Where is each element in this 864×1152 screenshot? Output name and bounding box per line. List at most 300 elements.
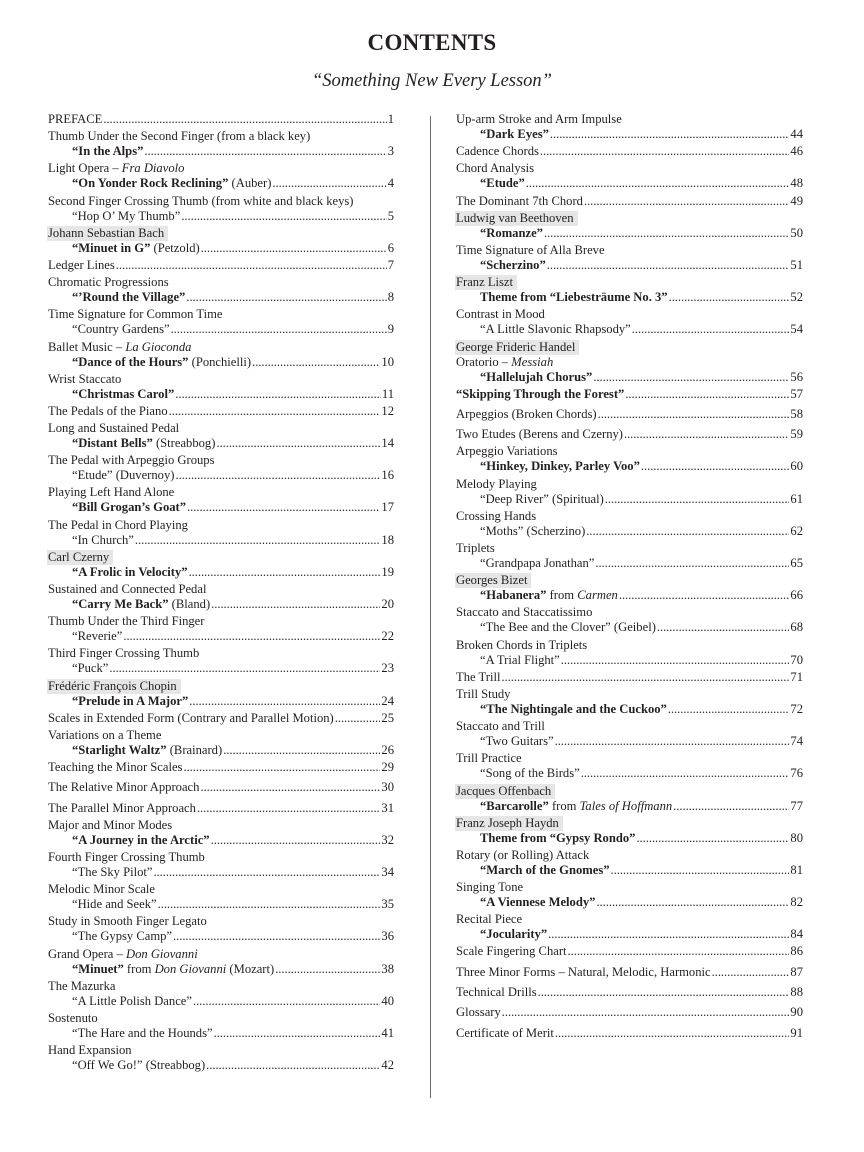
- entry-title: The Pedal in Chord Playing: [48, 517, 188, 532]
- toc-entry[interactable]: [48, 979, 394, 1009]
- section-heading: [48, 453, 394, 468]
- toc-entry[interactable]: [456, 541, 803, 571]
- entry-text: [48, 1043, 132, 1057]
- entry-text: [72, 241, 200, 256]
- entry-text: [48, 1011, 98, 1025]
- dot-leader: [581, 766, 790, 781]
- entry-text: [48, 226, 168, 240]
- toc-entry[interactable]: [48, 1043, 394, 1073]
- entry-title: Fourth Finger Crossing Thumb: [48, 850, 205, 865]
- entry-text: [456, 161, 534, 175]
- toc-entry[interactable]: [48, 453, 394, 483]
- page-number: 87: [790, 964, 803, 979]
- toc-entry[interactable]: [456, 816, 803, 846]
- page-number: 66: [790, 588, 803, 603]
- toc-entry[interactable]: [48, 485, 394, 515]
- entry-title: “Country Gardens”: [72, 322, 170, 337]
- dot-leader: [216, 436, 380, 451]
- entry-suffix: from: [546, 588, 578, 603]
- dot-leader: [116, 258, 387, 273]
- entry-title: Time Signature of Alla Breve: [456, 242, 605, 257]
- entry-title: “A Little Slavonic Rhapsody”: [480, 322, 631, 337]
- entry-text: [48, 818, 172, 832]
- section-heading: [48, 372, 394, 387]
- toc-line: [48, 833, 394, 848]
- section-heading: [48, 818, 394, 833]
- entry-text: [48, 728, 161, 742]
- entry-title: Scales in Extended Form (Contrary and Parallel Motion): [48, 710, 334, 725]
- section-heading: [48, 226, 394, 241]
- toc-line: [456, 144, 803, 159]
- toc-line: [456, 620, 803, 635]
- dot-leader: [187, 500, 380, 515]
- piece-title: “Dark Eyes”: [480, 127, 549, 141]
- page-number: 22: [381, 629, 394, 644]
- toc-line: [456, 226, 803, 241]
- toc-entry[interactable]: [456, 638, 803, 668]
- entry-title: Thumb Under the Second Finger (from a black key): [48, 129, 311, 144]
- toc-entry[interactable]: [456, 1005, 803, 1020]
- toc-entry[interactable]: [456, 340, 803, 385]
- toc-entry[interactable]: [456, 848, 803, 878]
- entry-text: [72, 387, 174, 402]
- piece-title: “Scherzino”: [480, 257, 546, 272]
- entry-text: [48, 453, 215, 467]
- entry-title: Rotary (or Rolling) Attack: [456, 847, 590, 862]
- entry-text: [456, 427, 623, 442]
- entry-title: Study in Smooth Finger Legato: [48, 914, 207, 929]
- entry-suffix: (Auber): [228, 176, 272, 191]
- dot-leader: [561, 653, 790, 668]
- page-number: 42: [381, 1058, 394, 1073]
- composer-name: George Frideric Handel: [455, 340, 579, 355]
- work-title-italic: Tales of Hoffmann: [579, 798, 673, 813]
- section-heading: [456, 355, 803, 370]
- section-heading: [48, 485, 394, 500]
- toc-entry[interactable]: [456, 944, 803, 959]
- toc-entry[interactable]: [48, 518, 394, 548]
- page-number: 51: [790, 257, 803, 272]
- toc-entry[interactable]: [456, 444, 803, 474]
- toc-entry[interactable]: [48, 372, 394, 402]
- dot-leader: [252, 355, 380, 370]
- page-number: 86: [790, 944, 803, 959]
- entry-text: [48, 112, 102, 127]
- page-number: 16: [381, 468, 394, 483]
- entry-title: “A Trial Flight”: [480, 652, 560, 667]
- entry-text: [456, 719, 545, 733]
- entry-text: [480, 799, 672, 814]
- toc-entry[interactable]: [456, 687, 803, 717]
- toc-entry[interactable]: [456, 605, 803, 635]
- piece-title: “Starlight Waltz”: [72, 742, 167, 757]
- toc-line: [48, 500, 394, 515]
- toc-line: [48, 962, 394, 977]
- entry-text: [456, 340, 579, 354]
- composer-name: Jacques Offenbach: [455, 784, 555, 799]
- entry-title: Arpeggio Variations: [456, 444, 558, 459]
- page-number: 46: [790, 144, 803, 159]
- entry-title: Three Minor Forms – Natural, Melodic, Harmonic: [456, 964, 711, 979]
- entry-text: [480, 927, 547, 942]
- dot-leader: [619, 588, 790, 603]
- dot-leader: [624, 427, 789, 442]
- dot-leader: [548, 927, 789, 942]
- entry-text: [48, 550, 113, 564]
- toc-line: [48, 533, 394, 548]
- entry-title: Third Finger Crossing Thumb: [48, 646, 200, 661]
- toc-entry[interactable]: [456, 211, 803, 241]
- page-subtitle: “Something New Every Lesson”: [312, 71, 552, 91]
- dot-leader: [586, 524, 789, 539]
- section-heading: [456, 687, 803, 702]
- toc-entry[interactable]: [456, 719, 803, 749]
- toc-line: [456, 985, 803, 1000]
- toc-line: [48, 404, 394, 419]
- entry-title: “A Little Polish Dance”: [72, 993, 192, 1008]
- section-heading: [48, 1011, 394, 1026]
- page-number: 72: [790, 701, 803, 716]
- toc-line: [456, 863, 803, 878]
- dot-leader: [275, 962, 380, 977]
- entry-text: [72, 629, 122, 644]
- piece-title: “In the Alps”: [72, 144, 144, 159]
- page-number: 58: [790, 406, 803, 421]
- toc-entry[interactable]: [48, 161, 394, 191]
- toc-line: [48, 929, 394, 944]
- toc-line: [456, 322, 803, 337]
- page-number: 31: [381, 800, 394, 815]
- toc-entry[interactable]: [48, 582, 394, 612]
- entry-text: [48, 194, 353, 208]
- entry-text: [480, 863, 610, 878]
- entry-text: [48, 947, 198, 961]
- toc-entry[interactable]: [48, 850, 394, 880]
- toc-entry[interactable]: [456, 161, 803, 191]
- toc-entry[interactable]: [456, 243, 803, 273]
- page-number: 90: [790, 1005, 803, 1020]
- dot-leader: [186, 290, 386, 305]
- page-number: 71: [790, 669, 803, 684]
- toc-entry[interactable]: [456, 509, 803, 539]
- entry-title: Ballet Music –: [48, 339, 126, 354]
- entry-title: Major and Minor Modes: [48, 817, 173, 832]
- entry-text: [456, 944, 567, 959]
- toc-entry[interactable]: [48, 760, 394, 775]
- toc-entry[interactable]: [48, 818, 394, 848]
- entry-title: Ledger Lines: [48, 257, 115, 272]
- entry-title: The Dominant 7th Chord: [456, 193, 583, 208]
- dot-leader: [181, 209, 386, 224]
- page-number: 36: [381, 929, 394, 944]
- entry-text: [456, 541, 495, 555]
- entry-text: [480, 226, 543, 241]
- toc-entry[interactable]: [456, 427, 803, 442]
- entry-text: [456, 194, 583, 209]
- entry-title: Sustained and Connected Pedal: [48, 582, 207, 596]
- dot-leader: [568, 944, 790, 959]
- entry-text: [48, 646, 199, 660]
- toc-entry[interactable]: [456, 407, 803, 422]
- dot-leader: [211, 597, 380, 612]
- entry-text: [456, 509, 536, 523]
- toc-entry[interactable]: [456, 670, 803, 685]
- entry-title: “Puck”: [72, 661, 109, 676]
- toc-entry[interactable]: [456, 573, 803, 603]
- toc-entry[interactable]: [48, 404, 394, 419]
- entry-title: “Reverie”: [72, 629, 123, 644]
- toc-entry[interactable]: [456, 1026, 803, 1041]
- piece-title: “Etude”: [480, 176, 525, 191]
- toc-line: [48, 468, 394, 483]
- section-heading: [48, 728, 394, 743]
- page-number: 50: [790, 225, 803, 240]
- entry-text: [48, 711, 334, 726]
- entry-text: [456, 784, 555, 798]
- entry-text: [72, 1026, 213, 1041]
- entry-text: [72, 897, 157, 912]
- work-title-italic: Don Giovanni: [125, 946, 198, 961]
- toc-line: [456, 944, 803, 959]
- entry-title: Two Etudes (Berens and Czerny): [456, 427, 623, 442]
- piece-title: “March of the Gnomes”: [480, 862, 610, 877]
- toc-entry[interactable]: [48, 307, 394, 337]
- dot-leader: [669, 290, 790, 305]
- toc-entry[interactable]: [456, 985, 803, 1000]
- page-number: 26: [381, 742, 394, 757]
- toc-entry[interactable]: [48, 780, 394, 795]
- entry-suffix: from: [123, 961, 155, 976]
- entry-suffix: from: [548, 798, 580, 813]
- section-heading: [48, 882, 394, 897]
- toc-line: [48, 176, 394, 191]
- entry-text: [48, 882, 155, 896]
- entry-text: [72, 833, 210, 848]
- toc-line: [48, 258, 394, 273]
- page-number: 91: [790, 1025, 803, 1040]
- toc-entry[interactable]: [456, 307, 803, 337]
- section-heading: [48, 582, 394, 597]
- composer-name: Ludwig van Beethoven: [455, 211, 578, 226]
- dot-leader: [501, 670, 789, 685]
- dot-leader: [211, 833, 381, 848]
- entry-title: “Deep River” (Spiritual): [480, 491, 604, 506]
- entry-text: [480, 588, 618, 603]
- piece-title: “A Journey in the Arctic”: [72, 832, 210, 847]
- entry-text: [456, 1026, 554, 1041]
- toc-entry[interactable]: [48, 112, 394, 127]
- toc-line: [48, 694, 394, 709]
- toc-entry[interactable]: [456, 112, 803, 142]
- composer-name: Frédéric François Chopin: [47, 679, 181, 694]
- section-heading: [48, 421, 394, 436]
- work-title-italic: Carmen: [577, 588, 618, 603]
- piece-title: “Hallelujah Chorus”: [480, 369, 593, 384]
- toc-entry[interactable]: [48, 421, 394, 451]
- entry-title: “The Gypsy Camp”: [72, 929, 173, 944]
- dot-leader: [596, 895, 789, 910]
- toc-entry[interactable]: [48, 711, 394, 726]
- page-number: 32: [381, 832, 394, 847]
- entry-text: [72, 176, 271, 191]
- toc-entry[interactable]: [48, 550, 394, 580]
- page-number: 29: [381, 760, 394, 775]
- dot-leader: [595, 556, 789, 571]
- dot-leader: [636, 831, 789, 846]
- page-number: 4: [387, 176, 394, 191]
- entry-text: [456, 638, 587, 652]
- entry-title: Glossary: [456, 1005, 501, 1020]
- toc-line: [456, 1005, 803, 1020]
- page-number: 49: [790, 193, 803, 208]
- toc-entry[interactable]: [48, 914, 394, 944]
- entry-text: [48, 614, 204, 628]
- section-heading: [456, 880, 803, 895]
- toc-entry[interactable]: [48, 679, 394, 709]
- toc-entry[interactable]: [48, 801, 394, 816]
- entry-text: [456, 112, 622, 126]
- toc-line: [48, 743, 394, 758]
- section-heading: [456, 638, 803, 653]
- toc-entry[interactable]: [456, 751, 803, 781]
- toc-entry[interactable]: [456, 387, 803, 402]
- toc-line: [48, 290, 394, 305]
- page-number: 12: [381, 403, 394, 418]
- page-number: 52: [790, 290, 803, 305]
- dot-leader: [544, 226, 789, 241]
- page-number: 80: [790, 830, 803, 845]
- section-heading: [48, 518, 394, 533]
- entry-suffix: (Petzold): [150, 240, 200, 255]
- entry-text: [72, 1058, 205, 1073]
- entry-text: [48, 850, 205, 864]
- dot-leader: [197, 801, 380, 816]
- entry-title: “Moths” (Scherzino): [480, 523, 586, 538]
- toc-entry[interactable]: [48, 340, 394, 370]
- entry-text: [72, 500, 186, 515]
- dot-leader: [193, 994, 380, 1009]
- dot-leader: [175, 468, 380, 483]
- entry-text: [456, 144, 539, 159]
- section-heading: [48, 679, 394, 694]
- entry-title: Cadence Chords: [456, 144, 539, 159]
- toc-entry[interactable]: [48, 728, 394, 758]
- section-heading: [456, 444, 803, 459]
- toc-line: [456, 702, 803, 717]
- page-number: 61: [790, 491, 803, 506]
- page-number: 30: [381, 780, 394, 795]
- toc-entry[interactable]: [456, 784, 803, 814]
- toc-line: [456, 492, 803, 507]
- page-number: 70: [790, 652, 803, 667]
- page-number: 57: [790, 386, 803, 401]
- toc-line: [48, 565, 394, 580]
- dot-leader: [335, 711, 381, 726]
- composer-name: Franz Liszt: [455, 275, 517, 290]
- piece-title: “Carry Me Back”: [72, 597, 169, 611]
- section-heading: [456, 161, 803, 176]
- entry-text: [456, 912, 522, 926]
- entry-text: [72, 533, 134, 548]
- toc-entry[interactable]: [456, 477, 803, 507]
- entry-text: [72, 144, 143, 159]
- toc-line: [48, 897, 394, 912]
- toc-entry[interactable]: [48, 226, 394, 256]
- toc-entry[interactable]: [456, 965, 803, 980]
- page-number: 34: [381, 865, 394, 880]
- entry-text: [48, 760, 182, 775]
- entry-text: [456, 477, 537, 491]
- toc-entry[interactable]: [48, 275, 394, 305]
- entry-title: The Relative Minor Approach: [48, 780, 200, 795]
- entry-title: “Grandpapa Jonathan”: [480, 556, 595, 571]
- toc-entry[interactable]: [48, 194, 394, 224]
- entry-text: [72, 355, 251, 370]
- toc-entry[interactable]: [456, 912, 803, 942]
- toc-entry[interactable]: [48, 1011, 394, 1041]
- piece-title: “Romanze”: [480, 225, 543, 240]
- entry-title: The Mazurka: [48, 978, 116, 993]
- entry-text: [480, 492, 604, 507]
- piece-title: “Distant Bells”: [72, 436, 153, 451]
- entry-title: Second Finger Crossing Thumb (from white and black keys): [48, 193, 354, 208]
- toc-entry[interactable]: [48, 129, 394, 159]
- page-number: 25: [381, 710, 394, 725]
- piece-title: Theme from “Liebesträume No. 3”: [480, 290, 668, 305]
- toc-entry[interactable]: [48, 258, 394, 273]
- entry-title: “The Bee and the Clover” (Geibel): [480, 620, 656, 635]
- toc-entry[interactable]: [456, 880, 803, 910]
- toc-line: [456, 194, 803, 209]
- toc-line: [456, 387, 803, 402]
- section-heading: [456, 784, 803, 799]
- toc-entry[interactable]: [48, 947, 394, 977]
- entry-text: [48, 780, 199, 795]
- page-number: 19: [381, 564, 394, 579]
- entry-title: “Off We Go!” (Streabbog): [72, 1058, 206, 1073]
- toc-line: [456, 258, 803, 273]
- entry-title: Oratorio –: [456, 354, 512, 369]
- toc-entry[interactable]: [48, 882, 394, 912]
- dot-leader: [605, 492, 790, 507]
- toc-entry[interactable]: [456, 144, 803, 159]
- entry-text: [456, 307, 545, 321]
- section-heading: [48, 340, 394, 355]
- entry-title: The Parallel Minor Approach: [48, 800, 196, 815]
- toc-line: [48, 661, 394, 676]
- entry-title: Triplets: [456, 541, 495, 556]
- section-heading: [48, 947, 394, 962]
- toc-entry[interactable]: [456, 194, 803, 209]
- toc-entry[interactable]: [48, 614, 394, 644]
- page-number: 18: [381, 532, 394, 547]
- page-number: 10: [381, 354, 394, 369]
- entry-text: [456, 407, 597, 422]
- dot-leader: [109, 661, 380, 676]
- toc-line: [48, 994, 394, 1009]
- entry-text: [456, 670, 500, 685]
- toc-line: [48, 597, 394, 612]
- dot-leader: [712, 965, 790, 980]
- page-number: 65: [790, 556, 803, 571]
- page-title: CONTENTS: [367, 30, 497, 55]
- toc-entry[interactable]: [48, 646, 394, 676]
- toc-line: [456, 831, 803, 846]
- piece-title: “On Yonder Rock Reclining”: [72, 176, 229, 191]
- dot-leader: [223, 743, 380, 758]
- piece-title: “Bill Grogan’s Goat”: [72, 500, 187, 515]
- toc-entry[interactable]: [456, 275, 803, 305]
